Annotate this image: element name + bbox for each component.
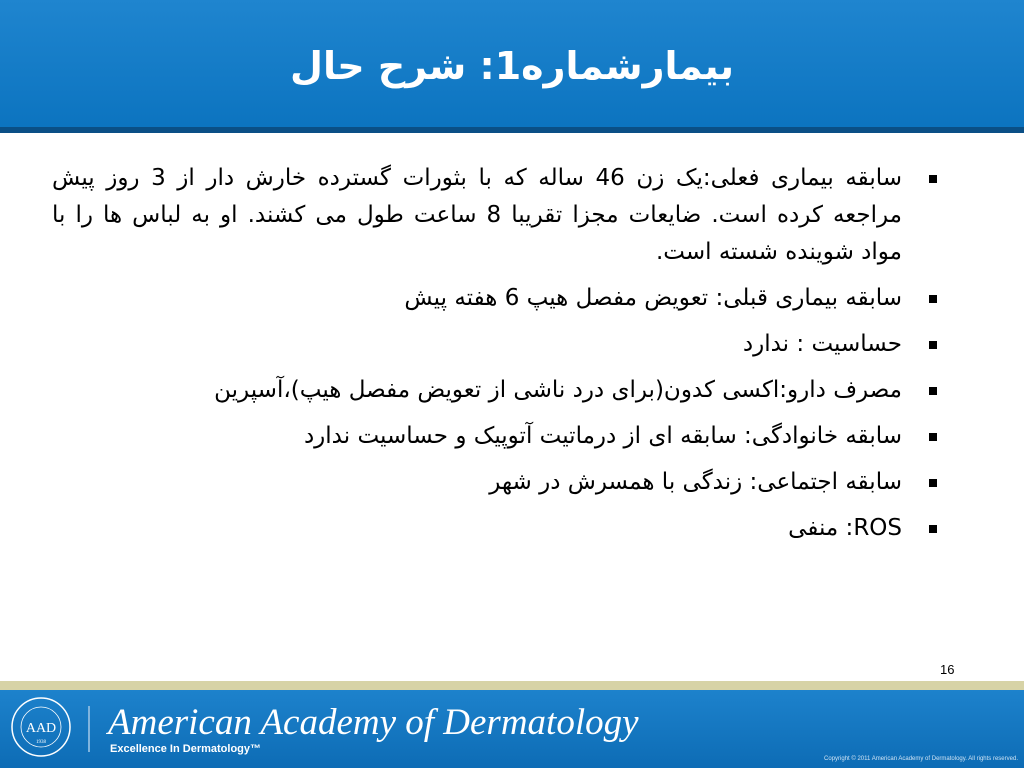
copyright-text: Copyright © 2011 American Academy of Dermatology. All rights reserved. bbox=[824, 756, 1018, 762]
bullet-list bbox=[52, 160, 937, 556]
bullet-text: مصرف دارو:اکسی کدون(برای درد ناشی از تعویض مفصل هیپ)،آسپرین bbox=[214, 377, 902, 403]
bullet-item bbox=[52, 280, 937, 317]
org-name: American Academy of Dermatology bbox=[108, 702, 639, 743]
square-bullet-icon bbox=[929, 341, 937, 349]
bullet-item bbox=[52, 418, 937, 455]
seal-initials: AAD bbox=[25, 721, 57, 736]
bullet-item bbox=[52, 372, 937, 409]
bullet-text: سابقه بیماری قبلی: تعویض مفصل هیپ 6 هفته پیش bbox=[404, 285, 902, 311]
title-bar bbox=[0, 0, 1024, 133]
slide-title: بیمارشماره1: شرح حال bbox=[290, 44, 734, 88]
bullet-item bbox=[52, 326, 937, 363]
footer-bar bbox=[0, 690, 1024, 768]
square-bullet-icon bbox=[929, 175, 937, 183]
square-bullet-icon bbox=[929, 479, 937, 487]
seal-year: 1938 bbox=[36, 740, 46, 745]
bullet-text: ROS: منفی bbox=[788, 515, 902, 541]
square-bullet-icon bbox=[929, 295, 937, 303]
bullet-item bbox=[52, 464, 937, 501]
page-number: 16 bbox=[940, 662, 955, 677]
bullet-text: سابقه خانوادگی: سابقه ای از درماتیت آتوپیک و حساسیت ندارد bbox=[303, 423, 902, 449]
bullet-item bbox=[52, 160, 937, 271]
bullet-text: سابقه بیماری فعلی:یک زن 46 ساله که با بثورات گسترده خارش دار از 3 روز پیش مراجعه کرده است. ضایعات مجزا تقریبا 8 ساعت طول می کشند. او به لباس ها را با مواد شوینده شسته است. bbox=[52, 165, 902, 265]
logo-divider bbox=[88, 706, 90, 752]
bullet-item bbox=[52, 510, 937, 547]
bullet-text: حساسیت : ندارد bbox=[742, 331, 902, 357]
bullet-text: سابقه اجتماعی: زندگی با همسرش در شهر bbox=[489, 469, 902, 495]
square-bullet-icon bbox=[929, 525, 937, 533]
square-bullet-icon bbox=[929, 387, 937, 395]
square-bullet-icon bbox=[929, 433, 937, 441]
aad-seal-logo bbox=[10, 696, 72, 758]
org-tagline: Excellence In Dermatology™ bbox=[110, 743, 261, 755]
footer-divider bbox=[0, 681, 1024, 690]
